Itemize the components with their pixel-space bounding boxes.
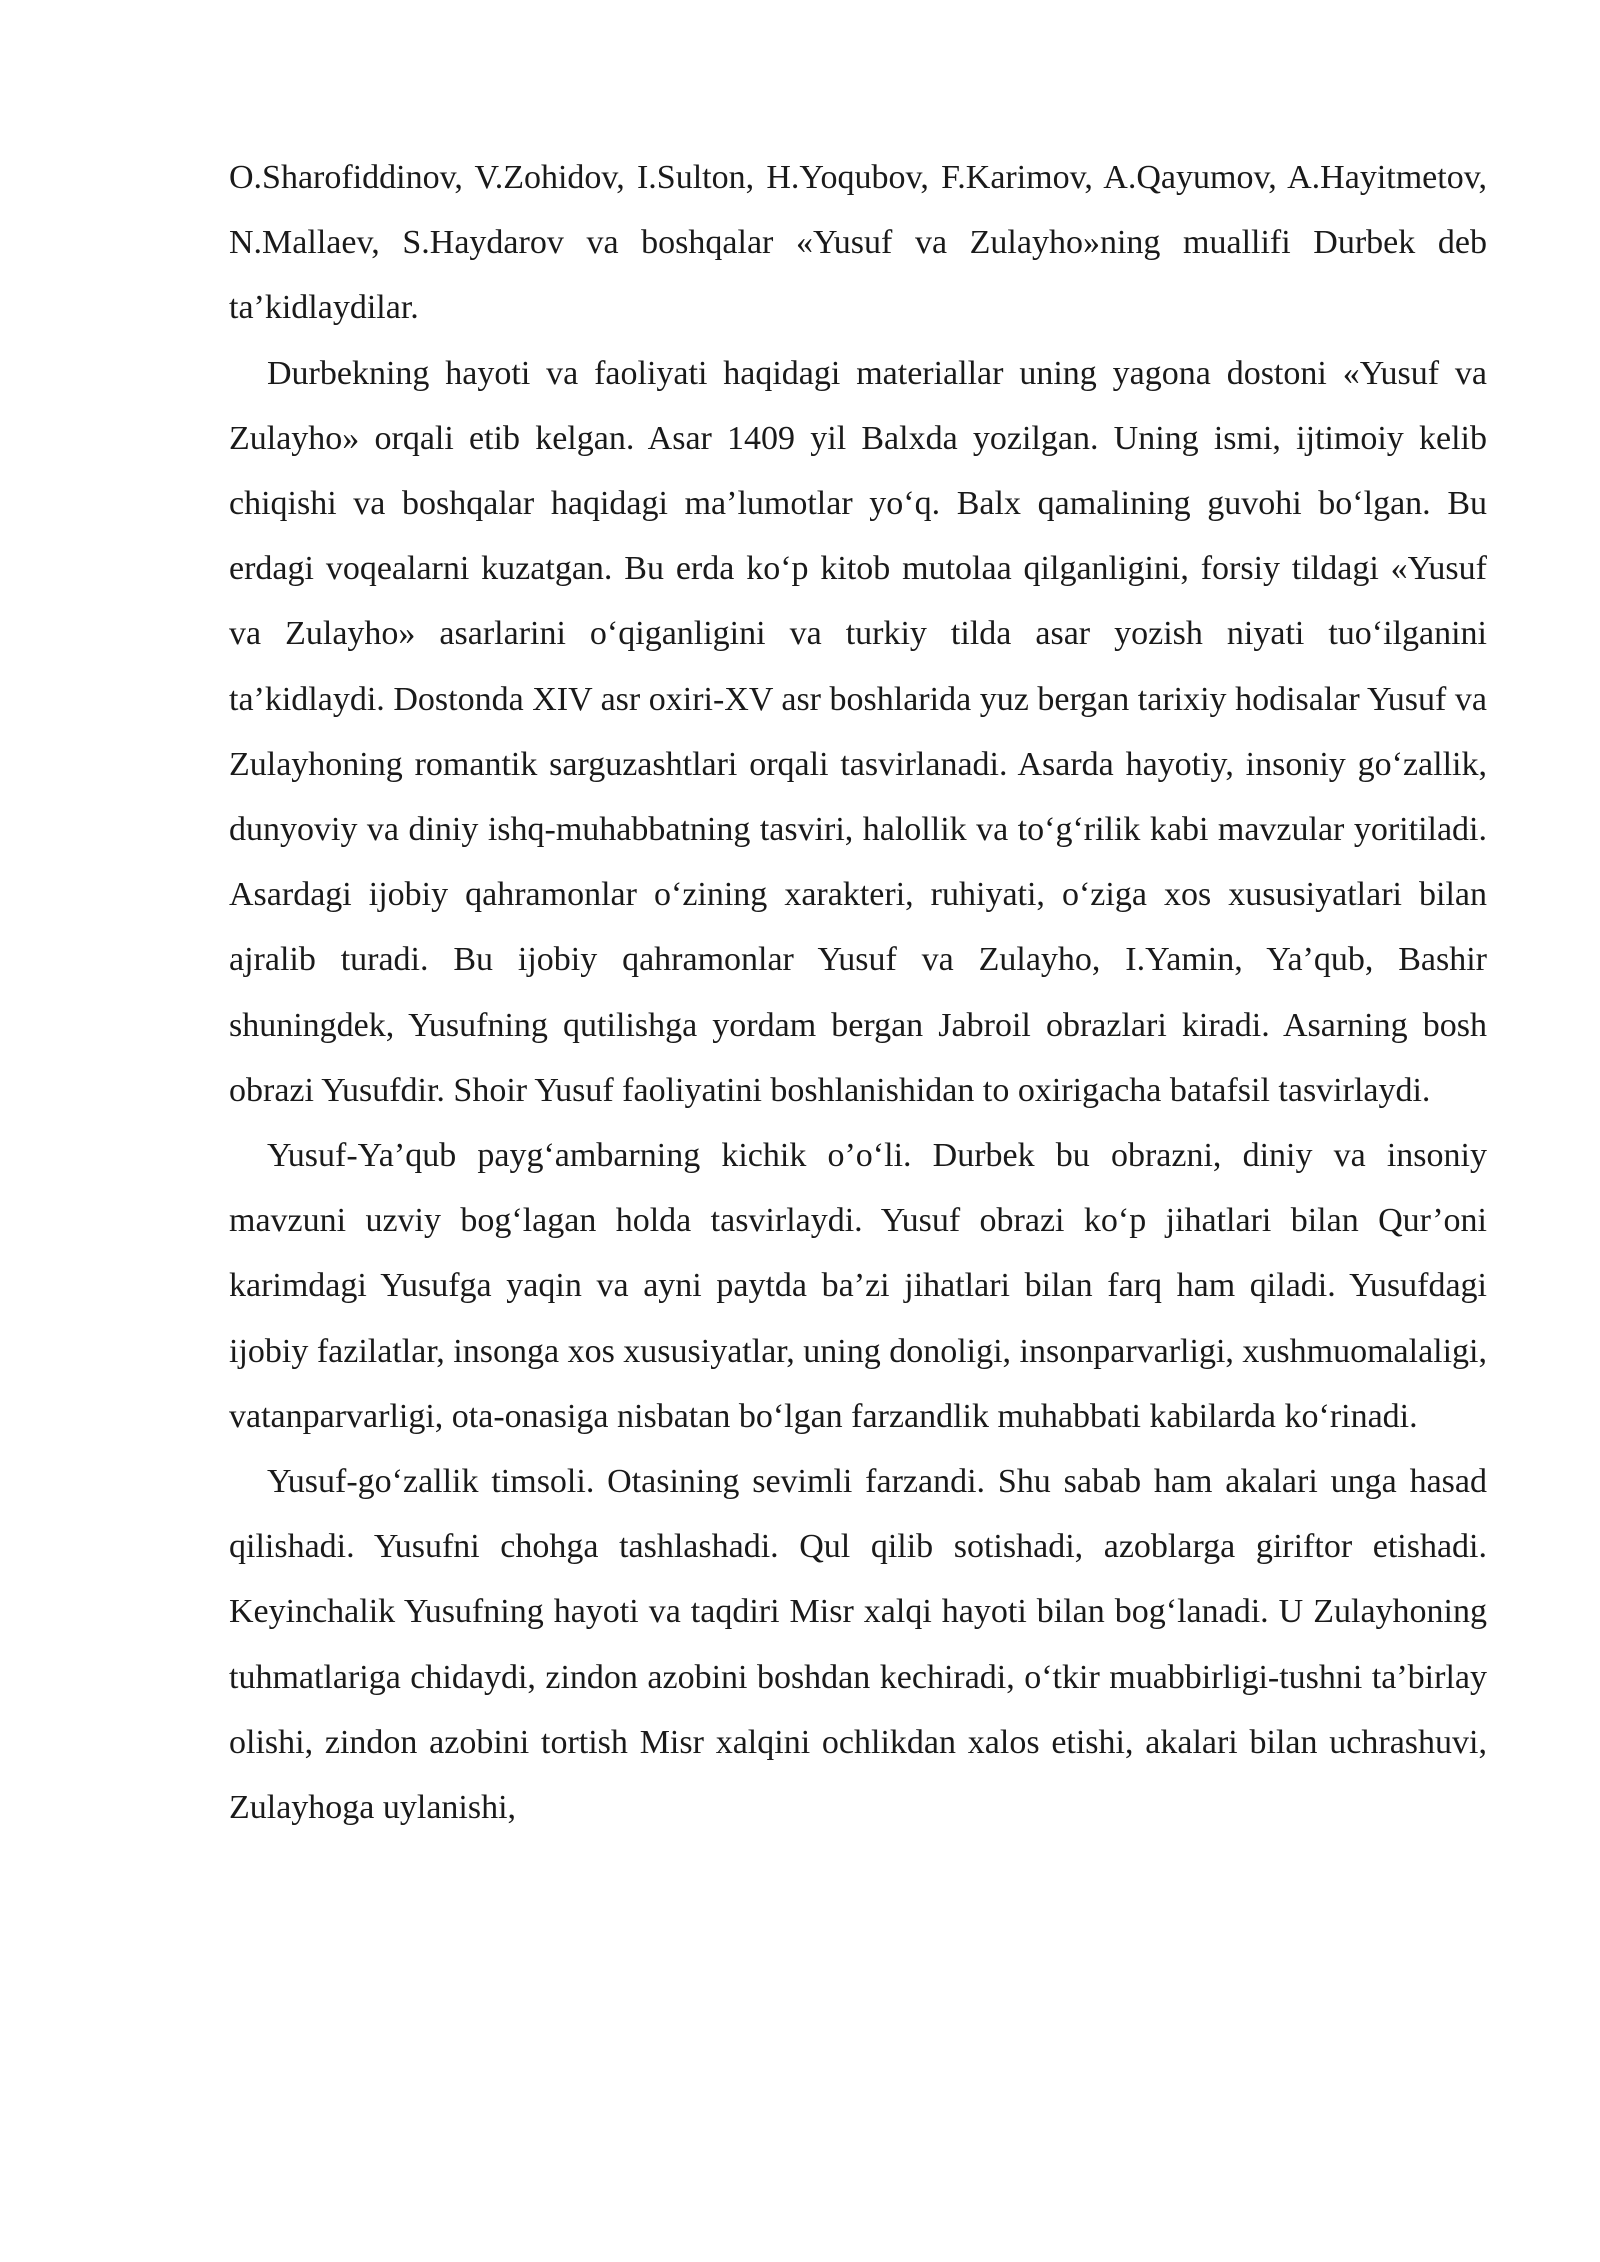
document-body — [229, 145, 1487, 1840]
paragraph-1: O.Sharofiddinov, V.Zohidov, I.Sulton, H.Yoqubov, F.Karimov, A.Qayumov, A.Hayitmetov, N.Mallaev, S.Haydarov va boshqalar «Yusuf va Zulayho»ning muallifi Durbek deb ta’kidlaydilar. — [229, 159, 1487, 327]
paragraph-3: Yusuf-Ya’qub payg‘ambarning kichik o’o‘li. Durbek bu obrazni, diniy va insoniy mavzuni uzviy bog‘lagan holda tasvirlaydi. Yusuf obrazi ko‘p jihatlari bilan Qur’oni karimdagi Yusufga yaqin va ayni paytda ba’zi jihatlari bilan farq ham qiladi. Yusufdagi ijobiy fazilatlar, insonga xos xususiyatlar, uning donoligi, insonparvarligi, xushmuomalaligi, vatanparvarligi, ota-onasiga nisbatan bo‘lgan farzandlik muhabbati kabilarda ko‘rinadi. — [229, 1137, 1487, 1435]
paragraph-4: Yusuf-go‘zallik timsoli. Otasining sevimli farzandi. Shu sabab ham akalari unga hasad qilishadi. Yusufni chohga tashlashadi. Qul qilib sotishadi, azoblarga giriftor etishadi. Keyinchalik Yusufning hayoti va taqdiri Misr xalqi hayoti bilan bog‘lanadi. U Zulayhoning tuhmatlariga chidaydi, zindon azobini boshdan kechiradi, o‘tkir muabbirligi-tushni ta’birlay olishi, zindon azobini tortish Misr xalqini ochlikdan xalos etishi, akalari bilan uchrashuvi, Zulayhoga uylanishi, — [229, 1463, 1487, 1827]
paragraph-2: Durbekning hayoti va faoliyati haqidagi materiallar uning yagona dostoni «Yusuf va Zulayho» orqali etib kelgan. Asar 1409 yil Balxda yozilgan. Uning ismi, ijtimoiy kelib chiqishi va boshqalar haqidagi ma’lumotlar yo‘q. Balx qamalining guvohi bo‘lgan. Bu erdagi voqealarni kuzatgan. Bu erda ko‘p kitob mutolaa qilganligini, forsiy tildagi «Yusuf va Zulayho» asarlarini o‘qiganligini va turkiy tilda asar yozish niyati tuo‘ilganini ta’kidlaydi. Dostonda XIV asr oxiri-XV asr boshlarida yuz bergan tarixiy hodisalar Yusuf va Zulayhoning romantik sarguzashtlari orqali tasvirlanadi. Asarda hayotiy, insoniy go‘zallik, dunyoviy va diniy ishq-muhabbatning tasviri, halollik va to‘g‘rilik kabi mavzular yoritiladi. Asardagi ijobiy qahramonlar o‘zining xarakteri, ruhiyati, o‘ziga xos xususiyatlari bilan ajralib turadi. Bu ijobiy qahramonlar Yusuf va Zulayho, I.Yamin, Ya’qub, Bashir shuningdek, Yusufning qutilishga yordam bergan Jabroil obrazlari kiradi. Asarning bosh obrazi Yusufdir. Shoir Yusuf faoliyatini boshlanishidan to oxirigacha batafsil tasvirlaydi. — [229, 354, 1487, 1109]
